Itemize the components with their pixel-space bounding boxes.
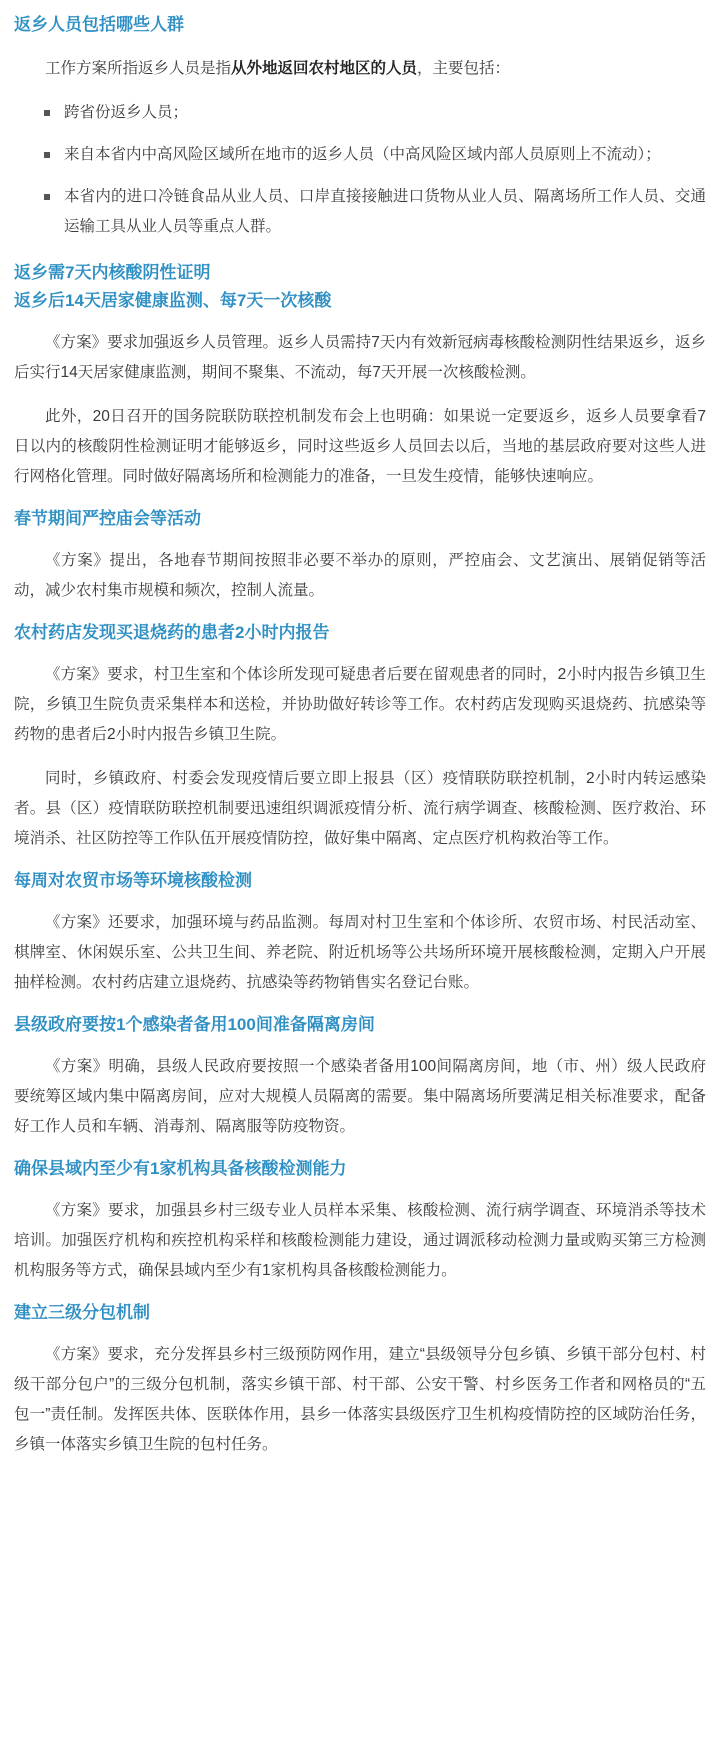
section-heading: 返乡需7天内核酸阴性证明 bbox=[14, 263, 211, 282]
list-item-text: 跨省份返乡人员； bbox=[64, 104, 189, 121]
section-intro-paragraph bbox=[14, 54, 706, 84]
body-paragraph: 《方案》明确，县级人民政府要按照一个感染者备用100间隔离房间，地（市、州）级人民政府要统筹区域内集中隔离房间，应对大规模人员隔离的需要。集中隔离场所要满足相关标准要求，配备好工作人员和车辆、消毒剂、隔离服等防疫物资。 bbox=[14, 1058, 706, 1135]
section-heading: 每周对农贸市场等环境核酸检测 bbox=[14, 871, 252, 890]
bullet-marker-icon bbox=[44, 152, 50, 158]
section-heading-block bbox=[14, 12, 706, 38]
intro-suffix: ，主要包括： bbox=[417, 60, 511, 77]
section-heading-block bbox=[14, 1300, 706, 1326]
section-heading-block bbox=[14, 260, 706, 314]
section-heading: 建立三级分包机制 bbox=[14, 1303, 150, 1322]
body-paragraph: 《方案》要求，村卫生室和个体诊所发现可疑患者后要在留观患者的同时，2小时内报告乡镇卫生院，乡镇卫生院负责采集样本和送检，并协助做好转诊等工作。农村药店发现购买退烧药、抗感染等药物的患者后2小时内报告乡镇卫生院。 bbox=[14, 666, 706, 743]
list-item-text: 本省内的进口冷链食品从业人员、口岸直接接触进口货物从业人员、隔离场所工作人员、交通运输工具从业人员等重点人群。 bbox=[64, 188, 706, 235]
body-paragraph: 《方案》要求，充分发挥县乡村三级预防网作用，建立“县级领导分包乡镇、乡镇干部分包村、村级干部分包户”的三级分包机制，落实乡镇干部、村干部、公安干警、村乡医务工作者和网格员的“五包一”责任制。发挥医共体、医联体作用，县乡一体落实县级医疗卫生机构疫情防控的区域防治任务，乡镇一体落实乡镇卫生院的包村任务。 bbox=[14, 1346, 706, 1453]
section-heading-block bbox=[14, 620, 706, 646]
section-heading: 县级政府要按1个感染者备用100间准备隔离房间 bbox=[14, 1015, 375, 1034]
list-item bbox=[42, 182, 706, 242]
bullet-list bbox=[14, 98, 706, 242]
section-heading-block bbox=[14, 506, 706, 532]
body-paragraph: 《方案》要求，加强县乡村三级专业人员样本采集、核酸检测、流行病学调查、环境消杀等技术培训。加强医疗机构和疾控机构采样和核酸检测能力建设，通过调派移动检测力量或购买第三方检测机构服务等方式，确保县域内至少有1家机构具备核酸检测能力。 bbox=[14, 1202, 706, 1279]
intro-prefix: 工作方案所指返乡人员是指 bbox=[45, 60, 232, 77]
section-heading: 春节期间严控庙会等活动 bbox=[14, 509, 201, 528]
list-item bbox=[42, 98, 706, 128]
body-paragraph: 《方案》还要求，加强环境与药品监测。每周对村卫生室和个体诊所、农贸市场、村民活动室、棋牌室、休闲娱乐室、公共卫生间、养老院、附近机场等公共场所环境开展核酸检测，定期入户开展抽样检测。农村药店建立退烧药、抗感染等药物销售实名登记台账。 bbox=[14, 914, 706, 991]
section-heading-block bbox=[14, 1156, 706, 1182]
section-subheading: 返乡后14天居家健康监测、每7天一次核酸 bbox=[14, 291, 332, 310]
section-heading: 确保县域内至少有1家机构具备核酸检测能力 bbox=[14, 1159, 347, 1178]
section-heading: 农村药店发现买退烧药的患者2小时内报告 bbox=[14, 623, 330, 642]
body-paragraph: 《方案》要求加强返乡人员管理。返乡人员需持7天内有效新冠病毒核酸检测阴性结果返乡，返乡后实行14天居家健康监测，期间不聚集、不流动，每7天开展一次核酸检测。 bbox=[14, 334, 706, 381]
list-item bbox=[42, 140, 706, 170]
body-paragraph: 此外，20日召开的国务院联防联控机制发布会上也明确：如果说一定要返乡，返乡人员要拿看7日以内的核酸阴性检测证明才能够返乡，同时这些返乡人员回去以后，当地的基层政府要对这些人进行网格化管理。同时做好隔离场所和检测能力的准备，一旦发生疫情，能够快速响应。 bbox=[14, 408, 706, 485]
body-paragraph: 同时，乡镇政府、村委会发现疫情后要立即上报县（区）疫情联防联控机制，2小时内转运感染者。县（区）疫情联防联控机制要迅速组织调派疫情分析、流行病学调查、核酸检测、医疗救治、环境消杀、社区防控等工作队伍开展疫情防控，做好集中隔离、定点医疗机构救治等工作。 bbox=[14, 770, 706, 847]
bullet-marker-icon bbox=[44, 110, 50, 116]
body-paragraph: 《方案》提出，各地春节期间按照非必要不举办的原则，严控庙会、文艺演出、展销促销等活动，减少农村集市规模和频次，控制人流量。 bbox=[14, 552, 706, 599]
list-item-text: 来自本省内中高风险区域所在地市的返乡人员（中高风险区域内部人员原则上不流动）； bbox=[64, 146, 661, 163]
intro-bold-text: 从外地返回农村地区的人员 bbox=[231, 60, 418, 77]
section-heading: 返乡人员包括哪些人群 bbox=[14, 15, 184, 34]
section-heading-block bbox=[14, 868, 706, 894]
bullet-marker-icon bbox=[44, 194, 50, 200]
section-heading-block bbox=[14, 1012, 706, 1038]
